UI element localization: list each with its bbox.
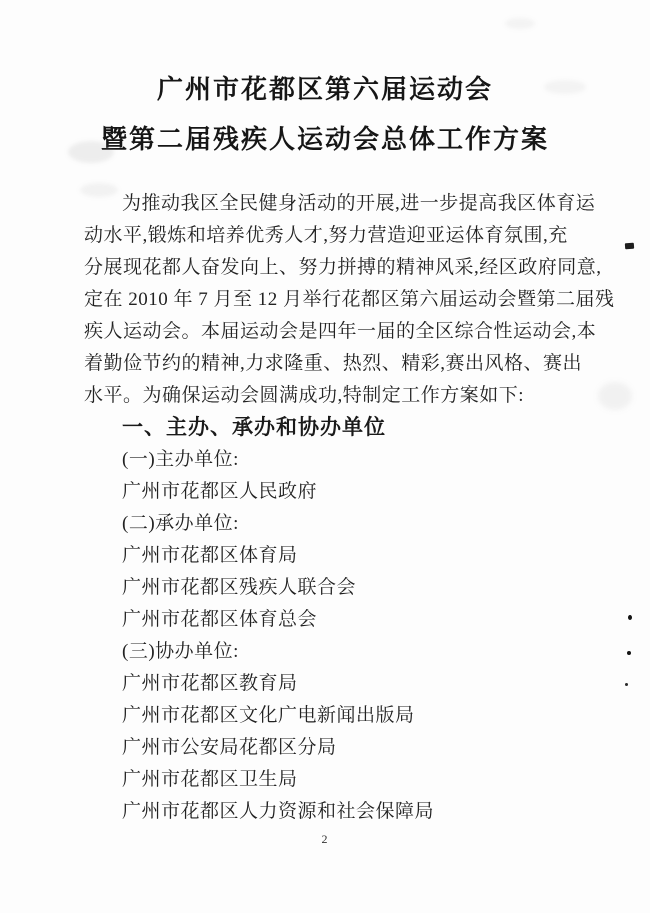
paragraph-line: 着勤俭节约的精神,力求隆重、热烈、精彩,赛出风格、赛出 xyxy=(84,353,583,374)
list-line: 广州市花都区体育总会 xyxy=(122,609,318,630)
scan-smudge xyxy=(68,141,114,163)
list-line-organizer-label: (一)主办单位: xyxy=(122,449,239,470)
document-body xyxy=(84,188,615,828)
list-line: 广州市花都区体育局 xyxy=(122,545,298,566)
scan-smudge xyxy=(544,80,586,94)
list-line-coorganizer-label: (三)协办单位: xyxy=(122,641,239,662)
scan-smudge xyxy=(505,18,535,29)
ink-speck xyxy=(625,683,628,686)
paragraph-line: 定在 2010 年 7 月至 12 月举行花都区第六届运动会暨第二届残 xyxy=(84,289,615,310)
list-line: 广州市花都区人力资源和社会保障局 xyxy=(122,801,435,822)
paragraph-line: 动水平,锻炼和培养优秀人才,努力营造迎亚运体育氛围,充 xyxy=(84,225,568,246)
title-line-2: 暨第二届残疾人运动会总体工作方案 xyxy=(100,124,549,154)
list-line: 广州市公安局花都区分局 xyxy=(122,737,337,758)
paragraph-line: 分展现花都人奋发向上、努力拼搏的精神风采,经区政府同意, xyxy=(84,257,602,278)
scan-smudge xyxy=(598,382,632,410)
ink-speck xyxy=(627,651,631,655)
list-line: 广州市花都区人民政府 xyxy=(122,481,318,502)
section-heading: 一、主办、承办和协办单位 xyxy=(122,416,386,439)
list-line: 广州市花都区教育局 xyxy=(122,673,298,694)
list-line-undertaker-label: (二)承办单位: xyxy=(122,513,239,534)
paragraph-line: 疾人运动会。本届运动会是四年一届的全区综合性运动会,本 xyxy=(84,321,597,342)
title-line-1: 广州市花都区第六届运动会 xyxy=(156,74,493,104)
list-line: 广州市花都区卫生局 xyxy=(122,769,298,790)
scan-smudge xyxy=(80,183,118,197)
page-number: 2 xyxy=(321,832,329,846)
paragraph-line: 水平。为确保运动会圆满成功,特制定工作方案如下: xyxy=(84,385,525,406)
list-line: 广州市花都区文化广电新闻出版局 xyxy=(122,705,415,726)
paragraph-line: 为推动我区全民健身活动的开展,进一步提高我区体育运 xyxy=(122,193,596,214)
ink-dash-artifact xyxy=(625,243,634,250)
ink-speck xyxy=(628,615,632,620)
list-line: 广州市花都区残疾人联合会 xyxy=(122,577,357,598)
